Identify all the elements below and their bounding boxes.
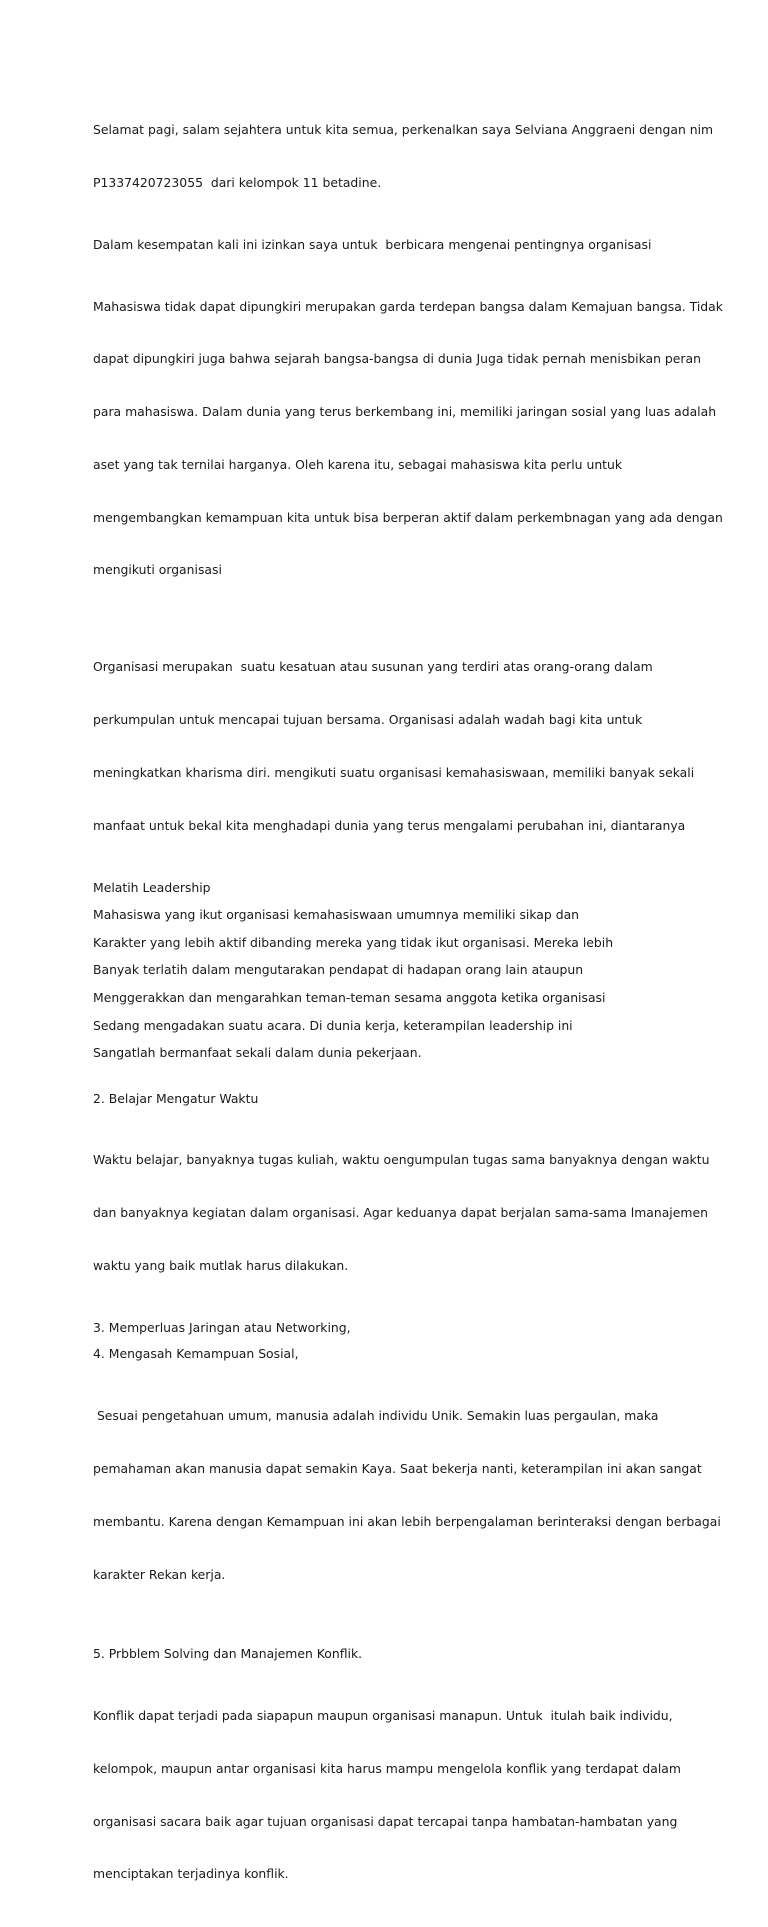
text-line: aset yang tak ternilai harganya. Oleh karena itu, sebagai mahasiswa kita perlu untuk <box>93 456 623 472</box>
paragraph-problem-solving <box>93 1672 683 1918</box>
text-line: karakter Rekan kerja. <box>93 1566 226 1582</box>
text-line: Sesuai pengetahuan umum, manusia adalah individu Unik. Semakin luas pergaulan, maka <box>93 1408 659 1424</box>
paragraph-definition <box>93 623 695 869</box>
text-line: dapat dipungkiri juga bahwa sejarah bangsa-bangsa di dunia Juga tidak pernah menisbikan peran <box>93 351 701 367</box>
heading-social-skills: 4. Mengasah Kemampuan Sosial, <box>93 1346 299 1362</box>
paragraph-leadership-3: Banyak terlatih dalam mengutarakan pendapat di hadapan orang lain ataupun <box>93 962 584 978</box>
paragraph-topic: Dalam kesempatan kali ini izinkan saya untuk berbicara mengenai pentingnya organisasi <box>93 236 652 252</box>
text-line: menciptakan terjadinya konflik. <box>93 1866 289 1882</box>
document-body <box>93 86 723 1927</box>
blank-line <box>93 1072 683 1090</box>
text-line: Selamat pagi, salam sejahtera untuk kita semua, perkenalkan saya Selviana Anggraeni dengan nim <box>93 122 714 138</box>
text-line: organisasi sacara baik agar tujuan organisasi dapat tercapai tanpa hambatan-hambatan yang <box>93 1813 678 1829</box>
paragraph-leadership-4: Menggerakkan dan mengarahkan teman-teman sesama anggota ketika organisasi <box>93 989 606 1005</box>
heading-networking: 3. Memperluas Jaringan atau Networking, <box>93 1319 351 1335</box>
heading-leadership: Melatih Leadership <box>93 879 211 895</box>
paragraph-leadership-6: Sangatlah bermanfaat sekali dalam dunia pekerjaan. <box>93 1045 422 1061</box>
text-line: perkumpulan untuk mencapai tujuan bersama. Organisasi adalah wadah bagi kita untuk <box>93 712 643 728</box>
text-line: para mahasiswa. Dalam dunia yang terus berkembang ini, memiliki jaringan sosial yang luas adalah <box>93 404 717 420</box>
text-line: kelompok, maupun antar organisasi kita harus mampu mengelola konflik yang terdapat dalam <box>93 1760 681 1776</box>
paragraph-leadership-2: Karakter yang lebih aktif dibanding mereka yang tidak ikut organisasi. Mereka lebih <box>93 934 614 950</box>
heading-problem-solving: 5. Prbblem Solving dan Manajemen Konflik. <box>93 1646 363 1662</box>
paragraph-greeting <box>93 86 714 227</box>
text-line: waktu yang baik mutlak harus dilakukan. <box>93 1258 349 1274</box>
text-line: mengikuti organisasi <box>93 562 222 578</box>
paragraph-leadership-5: Sedang mengadakan suatu acara. Di dunia kerja, keterampilan leadership ini <box>93 1017 573 1033</box>
heading-time-management: 2. Belajar Mengatur Waktu <box>93 1090 259 1106</box>
blank-line <box>93 1627 683 1645</box>
text-line: Konflik dapat terjadi pada siapapun maupun organisasi manapun. Untuk itulah baik individu, <box>93 1708 673 1724</box>
text-line: Organisasi merupakan suatu kesatuan atau susunan yang terdiri atas orang-orang dalam <box>93 659 653 675</box>
text-line: P1337420723055 dari kelompok 11 betadine. <box>93 174 382 190</box>
text-line: mengembangkan kemampuan kita untuk bisa berperan aktif dalam perkembnagan yang ada dengan <box>93 509 723 525</box>
paragraph-intro <box>93 262 723 614</box>
paragraph-time-management <box>93 1116 710 1310</box>
text-line: manfaat untuk bekal kita menghadapi dunia yang terus mengalami perubahan ini, diantaranya <box>93 817 686 833</box>
text-line: meningkatkan kharisma diri. mengikuti suatu organisasi kemahasiswaan, memiliki banyak sekali <box>93 764 695 780</box>
text-line: Mahasiswa tidak dapat dipungkiri merupakan garda terdepan bangsa dalam Kemajuan bangsa. Tidak <box>93 298 723 314</box>
text-line: dan banyaknya kegiatan dalam organisasi. Agar keduanya dapat berjalan sama-sama lmanajemen <box>93 1205 708 1221</box>
text-line: membantu. Karena dengan Kemampuan ini akan lebih berpengalaman berinteraksi dengan berbagai <box>93 1513 721 1529</box>
paragraph-leadership-1: Mahasiswa yang ikut organisasi kemahasiswaan umumnya memiliki sikap dan <box>93 907 580 923</box>
paragraph-social-skills <box>93 1372 721 1618</box>
text-line: Waktu belajar, banyaknya tugas kuliah, waktu oengumpulan tugas sama banyaknya dengan waktu <box>93 1152 710 1168</box>
text-line: pemahaman akan manusia dapat semakin Kaya. Saat bekerja nanti, keterampilan ini akan sangat <box>93 1460 702 1476</box>
